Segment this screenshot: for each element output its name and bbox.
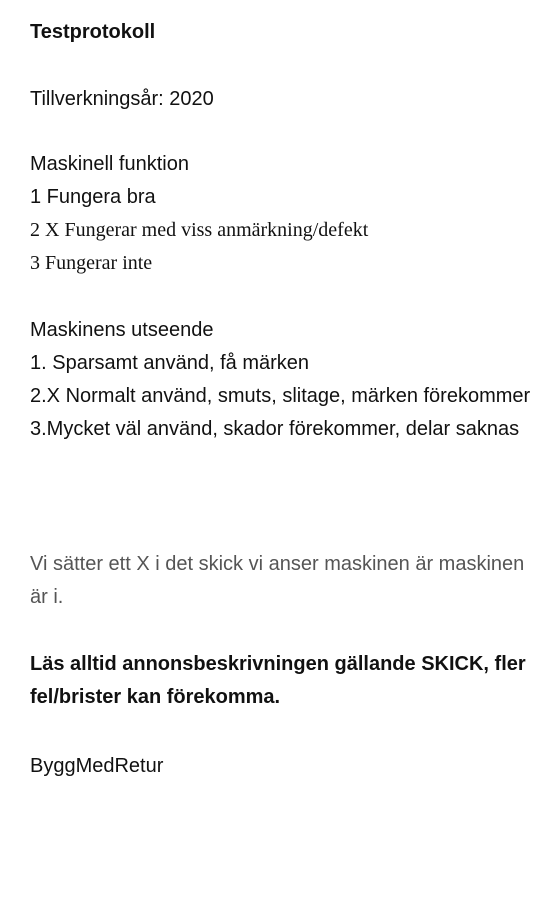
function-heading: Maskinell funktion (30, 153, 189, 175)
warning-block (30, 648, 545, 714)
note-block (30, 548, 545, 614)
function-item-3: 3 Fungerar inte (30, 252, 153, 274)
manufacturing-year: Tillverkningsår: 2020 (30, 88, 214, 110)
appearance-section (30, 314, 545, 446)
appearance-item-3: 3.Mycket väl använd, skador förekommer, delar saknas (30, 418, 520, 440)
function-section (30, 148, 545, 280)
appearance-item-1: 1. Sparsamt använd, få märken (30, 352, 310, 374)
signature-block (30, 750, 545, 783)
appearance-item-2: 2.X Normalt använd, smuts, slitage, märken förekommer (30, 385, 531, 407)
signature: ByggMedRetur (30, 755, 164, 777)
function-item-1: 1 Fungera bra (30, 186, 156, 208)
condition-warning: Läs alltid annonsbeskrivningen gällande SKICK, fler fel/brister kan förekomma. (30, 653, 526, 708)
year-block (30, 83, 545, 116)
function-item-2: 2 X Fungerar med viss anmärkning/defekt (30, 219, 369, 241)
document-title: Testprotokoll (30, 21, 156, 43)
appearance-heading: Maskinens utseende (30, 319, 214, 341)
condition-note: Vi sätter ett X i det skick vi anser maskinen är maskinen är i. (30, 553, 525, 608)
